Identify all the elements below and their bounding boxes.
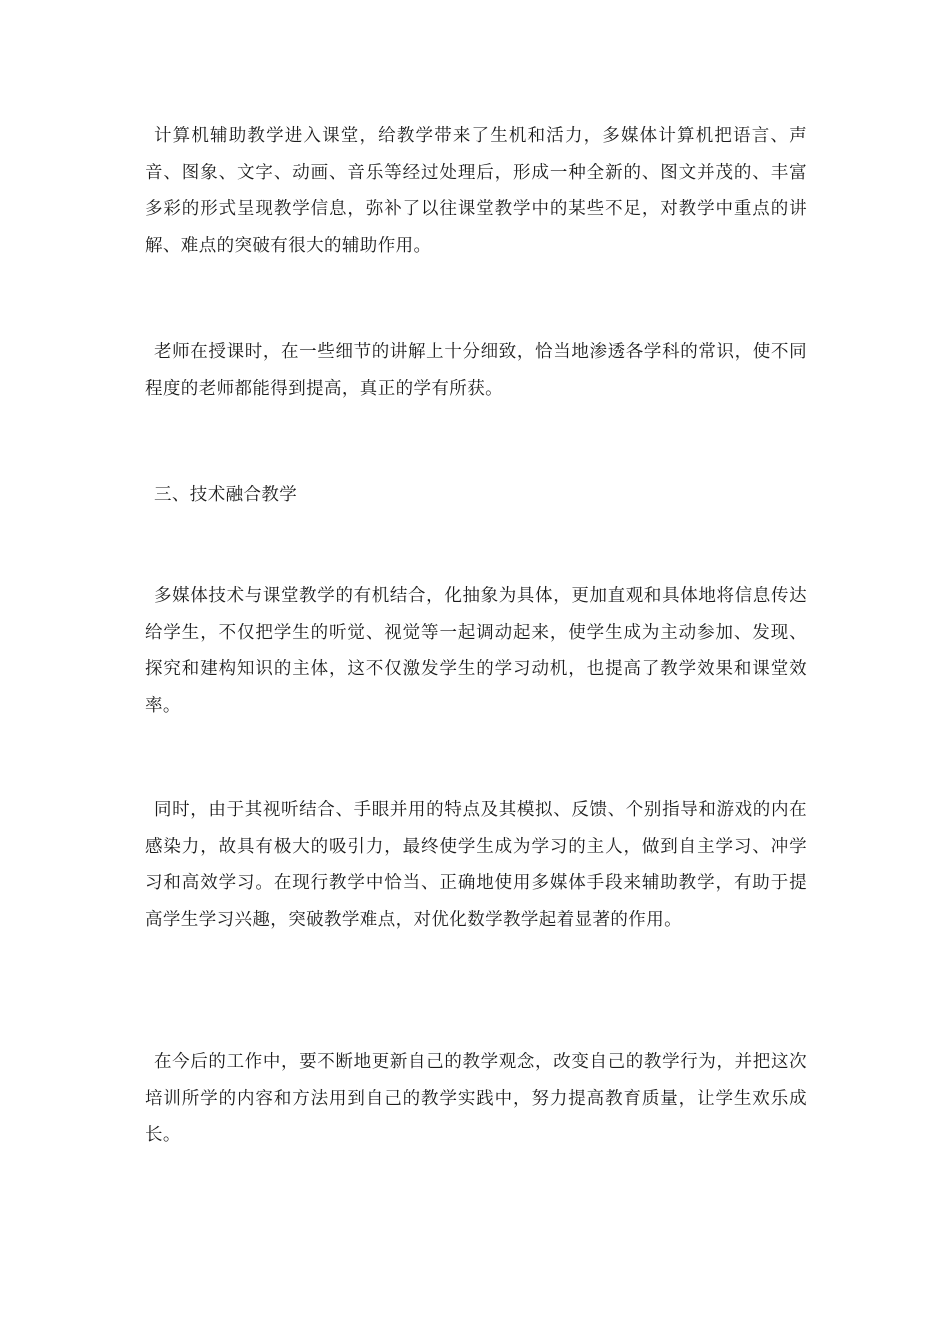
paragraph-teacher-details: 老师在授课时，在一些细节的讲解上十分细致，恰当地渗透各学科的常识，使不同程度的老师都能得到提高，真正的学有所获。 — [145, 342, 807, 399]
section-heading: 三、技术融合教学 — [154, 485, 298, 505]
paragraph-multimedia-integration: 多媒体技术与课堂教学的有机结合，化抽象为具体，更加直观和具体地将信息传达给学生，不仅把学生的听觉、视觉等一起调动起来，使学生成为主动参加、发现、探究和建构知识的主体，这不仅激发学生的学习动机，也提高了教学效果和课堂效率。 — [145, 586, 807, 716]
paragraph-future-work: 在今后的工作中，要不断地更新自己的教学观念，改变自己的教学行为，并把这次培训所学的内容和方法用到自己的教学实践中，努力提高教育质量，让学生欢乐成长。 — [145, 1052, 807, 1145]
paragraph-cai-intro: 计算机辅助教学进入课堂，给教学带来了生机和活力，多媒体计算机把语言、声音、图象、文字、动画、音乐等经过处理后，形成一种全新的、图文并茂的、丰富多彩的形式呈现教学信息，弥补了以往课堂教学中的某些不足，对教学中重点的讲解、难点的突破有很大的辅助作用。 — [145, 126, 807, 256]
paragraph-audiovisual-benefits: 同时，由于其视听结合、手眼并用的特点及其模拟、反馈、个别指导和游戏的内在感染力，故具有极大的吸引力，最终使学生成为学习的主人，做到自主学习、冲学习和高效学习。在现行教学中恰当、正确地使用多媒体手段来辅助教学，有助于提高学生学习兴趣，突破教学难点，对优化数学教学起着显著的作用。 — [145, 800, 807, 930]
